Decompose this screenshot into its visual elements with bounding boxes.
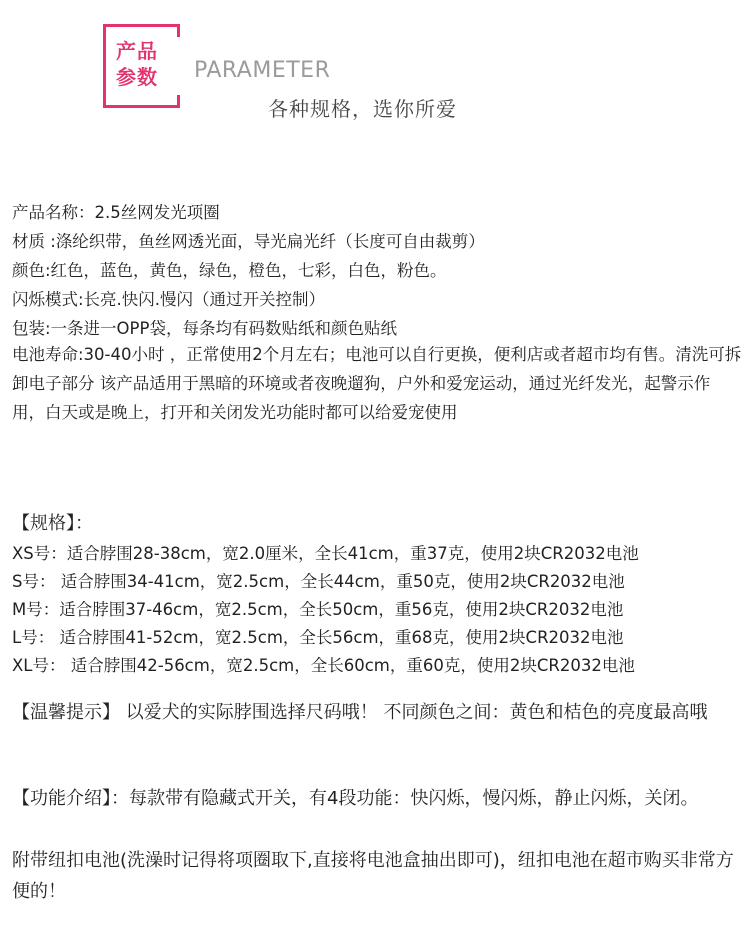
- parameter-header: [0, 0, 750, 140]
- product-colors: 颜色:红色，蓝色，黄色，绿色，橙色，七彩，白色，粉色。: [12, 261, 447, 280]
- specs-heading: 【规格】：: [12, 513, 93, 534]
- title-cn: [116, 38, 172, 90]
- spec-row-s: S号： 适合脖围34-41cm，宽2.5cm，全长44cm，重50克，使用2块CR2032电池: [12, 572, 625, 591]
- spec-row-xs: XS号：适合脖围28-38cm，宽2.0厘米，全长41cm，重37克，使用2块CR2032电池: [12, 544, 639, 563]
- spec-row-m: M号：适合脖围37-46cm，宽2.5cm，全长50cm，重56克，使用2块CR2032电池: [12, 600, 624, 619]
- features: 【功能介绍】：每款带有隐藏式开关，有4段功能：快闪烁，慢闪烁，静止闪烁，关闭。: [12, 788, 699, 809]
- product-packaging: 包装:一条进一OPP袋，每条均有码数贴纸和颜色贴纸: [12, 319, 397, 338]
- title-en: PARAMETER: [194, 58, 331, 83]
- product-material: 材质 :涤纶织带，鱼丝网透光面，导光扁光纤（长度可自由裁剪）: [12, 232, 485, 251]
- title-cn-line2: 参数: [116, 65, 158, 89]
- product-name: 产品名称：2.5丝网发光项圈: [12, 203, 220, 222]
- spec-row-xl: XL号： 适合脖围42-56cm，宽2.5cm，全长60cm，重60克，使用2块CR2032电池: [12, 656, 635, 675]
- spec-row-l: L号： 适合脖围41-52cm，宽2.5cm，全长56cm，重68克，使用2块CR2032电池: [12, 628, 624, 647]
- subtitle: 各种规格，选你所爱: [268, 97, 457, 121]
- tips: 【温馨提示】 以爱犬的实际脖围选择尺码哦！ 不同颜色之间：黄色和桔色的亮度最高哦: [12, 702, 708, 723]
- battery-note: 附带纽扣电池(洗澡时记得将项圈取下,直接将电池盒抽出即可)，纽扣电池在超市购买非常方便的！: [12, 850, 734, 902]
- product-battery: 电池寿命:30-40小时 ，正常使用2个月左右；电池可以自行更换，便利店或者超市均有售。清洗可拆卸电子部分 该产品适用于黑暗的环境或者夜晚遛狗，户外和爱宠运动，通过光纤发光，起警示作用，白天或是晚上，打开和关闭发光功能时都可以给爱宠使用: [12, 345, 742, 422]
- title-cn-line1: 产品: [116, 39, 158, 63]
- product-flash-mode: 闪烁模式:长亮.快闪.慢闪（通过开关控制）: [12, 290, 326, 309]
